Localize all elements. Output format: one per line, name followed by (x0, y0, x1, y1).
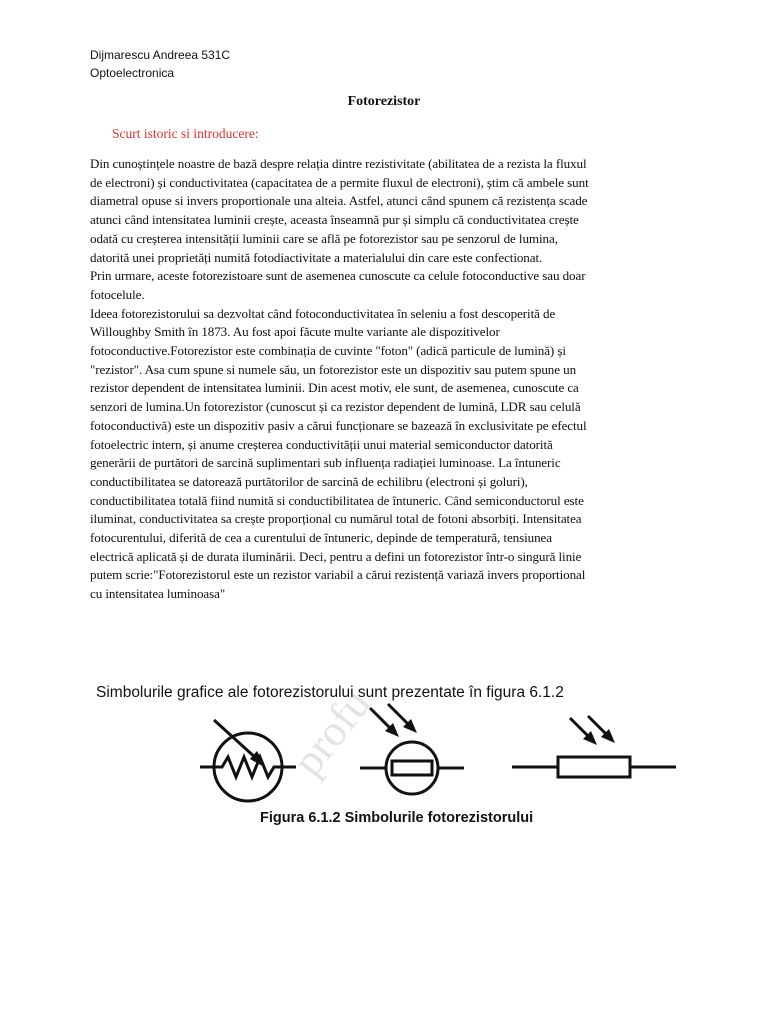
body-line: fotocurentului, diferită de cea a curentului de întuneric, depinde de temperatură, tensiunea (90, 530, 552, 546)
body-line: putem scrie:"Fotorezistorul este un rezistor variabil a cărui rezistență variază invers proportional (90, 567, 586, 583)
course-name: Optoelectronica (90, 66, 175, 80)
body-line: senzori de lumina.Un fotorezistor (cunoscut și ca rezistor dependent de lumină, LDR sau celulă (90, 399, 581, 415)
document-header (90, 46, 230, 82)
body-line: fotocelule. (90, 286, 145, 302)
body-line: de electroni) și conductivitatea (capacitatea de a permite fluxul de electroni), știm că ambele sunt (90, 174, 589, 190)
body-line: atunci când intensitatea luminii crește, aceasta înseamnă pur și simplu că conductivitatea crește (90, 212, 579, 228)
body-line: odată cu creșterea intensității luminii care se află pe fotorezistor sau pe senzorul de lumina, (90, 230, 558, 246)
body-line: diametral opuse si invers proportionale una alteia. Astfel, atunci când spunem că rezistența scade (90, 193, 588, 209)
body-line: fotoconductivă) este un dispozitiv pasiv a cărui funcționare se bazează în exclusivitate pe efectul (90, 417, 587, 433)
figure-caption: Figura 6.1.2 Simbolurile fotorezistorului (260, 810, 534, 826)
body-line: generării de purtători de sarcină suplimentari sub influența radiației luminoase. La întuneric (90, 455, 561, 471)
author-name: Dijmarescu Andreea 531C (90, 48, 231, 62)
section-subtitle: Scurt istoric si introducere: (112, 126, 259, 141)
body-line: fotoconductive.Fotorezistor este combinația de cuvinte "foton" (adică particule de lumină) și (90, 343, 566, 359)
body-line: iluminat, conductivitatea sa crește proporțional cu numărul total de fotoni absorbiți. Intensitatea (90, 511, 582, 527)
body-line: cu intensitatea luminoasa" (90, 586, 226, 602)
photoresistor-circle-rectangle-symbol (360, 702, 464, 802)
body-line: "rezistor". Asa cum spune si numele său, un fotorezistor este un dispozitiv sau putem spune un (90, 361, 577, 377)
body-line: Prin urmare, aceste fotorezistoare sunt de asemenea cunoscute ca celule fotoconductive sau doar (90, 268, 586, 284)
photoresistor-rectangle-symbol (512, 712, 676, 782)
figure-intro-caption: Simbolurile grafice ale fotorezistorului sunt prezentate în figura 6.1.2 (96, 684, 564, 701)
body-line: conductibilitatea totală fiind numită si conductibilitatea de întuneric. Când semiconductorul este (90, 492, 584, 508)
body-line: conductibilitatea se datorează purtătorilor de sarcină de echilibru (electroni și goluri), (90, 473, 528, 489)
body-line: fotoelectric intern, și anume creșterea conductivității unui material semiconductor datorită (90, 436, 553, 452)
body-line: Willoughby Smith în 1873. Au fost apoi făcute multe variante ale dispozitivelor (90, 324, 500, 340)
body-line: rezistor dependent de intensitatea luminii. Din acest motiv, ele sunt, de asemenea, cunoscute ca (90, 380, 579, 396)
body-text (90, 155, 685, 604)
figure-photoresistor-symbols (92, 614, 680, 900)
watermark: profu (282, 679, 381, 785)
photoresistor-circle-zigzag-symbol (200, 712, 296, 808)
body-line: datorită unei proprietăți numită fotodiactivitate a materialului din care este confectionat. (90, 249, 543, 265)
body-line: electrică aplicată și de durata iluminării. Deci, pentru a defini un fotorezistor într-o singură linie (90, 548, 582, 564)
page-title: Fotorezistor (347, 94, 421, 109)
body-line: Ideea fotorezistorului sa dezvoltat când fotoconductivitatea în seleniu a fost descoperită de (90, 305, 556, 321)
body-line: Din cunoștințele noastre de bază despre relația dintre rezistivitate (abilitatea de a rezista la fluxul (90, 156, 587, 171)
